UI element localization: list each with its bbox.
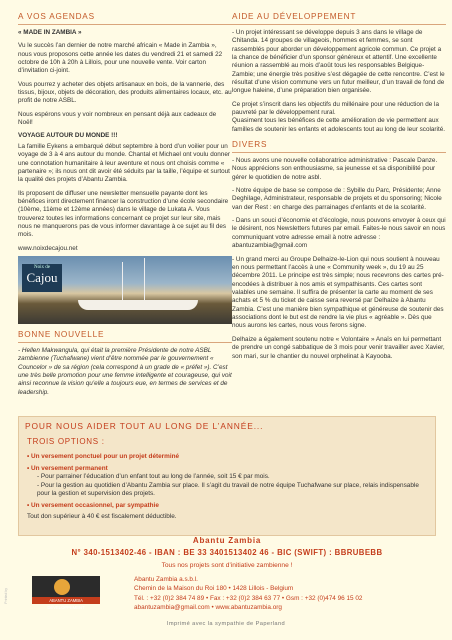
abantu-zambia-logo: ABANTU ZAMBIA DÉVELOPPEMENT (32, 576, 100, 604)
support-box (18, 416, 436, 536)
agenda-subtitle: « MADE IN ZAMBIA » (18, 28, 82, 36)
account-number: N° 340-1513402-46 - IBAN : BE 33 3401513402 46 - BIC (SWIFT) : BBRUBEBB (71, 548, 383, 557)
aide-paragraph-1: - Un projet intéressant se développe depuis 3 ans dans le village de Chitanda. 14 groupes de villageois, hommes et femmes, se sont rassemblés pour aborder un développement agricole commun. Ce projet a la chance de bénéficier d’un sponsor généreux et attentif. Une excellente réunion a rassemblé au mois d’août tous les responsables Belgique-Zambie; une énergie très positive s’est dégagée de cette rencontre. C’est le résultat d’une vision commune vers un futur meilleur, d’un travail de fond de longue haleine, d’une préparation bien organisée. (232, 28, 445, 95)
aide-paragraph-2: Ce projet s’inscrit dans les objectifs du millénaire pour une réduction de la pauvreté par le développement rural. (232, 100, 439, 117)
agenda-paragraph-2: Vous pourrez y acheter des objets artisanaux en bois, de la vannerie, des tissus, bijoux, objets de décoration, des produits alimentaires locaux, etc. au profit de notre ASBL. (18, 80, 232, 105)
options-title: TROIS OPTIONS : (27, 437, 105, 446)
noix-de-cajou-logo: Noix de Cajou (22, 264, 62, 292)
options-list (27, 450, 431, 522)
divers-paragraph-3: - Dans un souci d’économie et d’écologie, nous pouvons envoyer à ceux qui le désirent, nos Newsletters futures par email. Faites-le nous savoir en nous communiquant votre adresse email à notre adresse : abantuzambia@gmail.com (232, 217, 446, 250)
account-name: Abantu Zambia (192, 536, 262, 545)
section-title-aide: AIDE AU DÉVELOPPEMENT (232, 12, 446, 25)
agenda-paragraph-1: Vu le succès l’an dernier de notre marché africain « Made in Zambia », nous vous proposons cette année les dates du vendredi 21 et samedi 22 octobre de 10h à 20h à Lillois, pour une nouvelle vente. Voir carton d’invitation ci-joint. (18, 42, 223, 75)
voyage-paragraph-1: La famille Eykens a embarqué début septembre à bord d’un voilier pour un voyage de 3 à 4 ans autour du monde. Chantal et Michael ont voulu donner une connotation humanitaire à leur aventure et nous ont choisis comme « partenaire »; ils nous ont dit avoir été séduits par la taille, l’équipe et surtout la qualité des projets d’Abantu Zambia. (18, 142, 230, 184)
right-column (232, 12, 446, 366)
divers-paragraph-1: - Nous avons une nouvelle collaboratrice administrative : Pascale Danze. Nous apprécions son enthousiasme, sa jeunesse et sa disponibilité pour gérer le quotidien de notre asbl. (232, 156, 438, 181)
option-2-detail-a: - Pour parrainer l’éducation d’un enfant tout au long de l’année, soit 15 € par mois. (37, 473, 270, 481)
divers-paragraph-2: - Notre équipe de base se compose de : Sybille du Parc, Présidente; Anne Deghilage, Administrateur, responsable de projets et du sponsoring; Nicole van der Rest : en charge des parrainages d’enfants et de la scolarité. (232, 187, 442, 211)
side-note: Printed by (4, 588, 8, 604)
voyage-title: VOYAGE AUTOUR DU MONDE !!! (18, 132, 118, 140)
section-title-agenda: A VOS AGENDAS (18, 12, 232, 25)
address-line-3: Tél. : +32 (0)2 384 74 89 • Fax : +32 (0)2 384 63 77 • Gsm : +32 (0)474 96 15 02 (134, 594, 363, 602)
option-3: • Un versement occasionnel, par sympathie (27, 501, 159, 509)
section-title-bonne-nouvelle: BONNE NOUVELLE (18, 330, 232, 343)
option-2-detail-b: - Pour la gestion au quotidien d’Abantu Zambia sur place. Il s’agit du travail de notre équipe Tuchafwane sur place, relais indispensable pour la gestion et supervision des projets. (37, 481, 419, 498)
support-title: POUR NOUS AIDER TOUT AU LONG DE L’ANNÉE... (25, 421, 264, 431)
aide-paragraph-3: Quasiment tous les bénéfices de cette amélioration de vie permettent aux familles de soutenir les enfants et adolescents tout au long de leur scolarité. (232, 117, 445, 133)
address-line-1: Abantu Zambia a.s.b.l. (134, 576, 198, 583)
voyage-url[interactable]: www.noixdecajou.net (18, 244, 78, 252)
option-2: • Un versement permanent (27, 464, 108, 472)
account-thanks: Tous nos projets sont d’initiative zambienne ! (161, 562, 293, 569)
sailboat-photo (18, 256, 232, 324)
divers-paragraph-4: - Un grand merci au Groupe Delhaize-le-Lion qui nous soutient à nouveau en nous permettant l’accès à une « Community week », du 19 au 25 décembre 2011. Le principe est très simple; nous recevrons des cartes pré-encodées à distribuer à nos amis et sympathisants. Ces cartes sont valables une semaine. Il suffira de présenter la carte au moment de ses achats et 5 % du ticket de caisse sera reversé par Delhaize à Abantu Zambia. C’est une manière bien sympathique et généreuse de soutenir des associations dont le but est de rendre la vie plus « agréable ». Dès que nous aurons les cartes, nous vous ferons signe. (232, 255, 444, 330)
sailboat-shape (78, 300, 198, 310)
tax-note: Tout don supérieur à 40 € est fiscalement déductible. (27, 513, 177, 521)
address-block (134, 575, 434, 613)
section-title-divers: DIVERS (232, 140, 446, 153)
sun-icon (54, 579, 70, 595)
option-1: • Un versement ponctuel pour un projet déterminé (27, 453, 180, 460)
left-column (18, 12, 232, 402)
voyage-paragraph-2: Ils proposent de diffuser une newsletter mensuelle payante dont les bénéfices iront directement financer la construction d’une école secondaire (10ème, 11ème et 12ème années) dans le village de Lukata A. Vous trouverez toutes les informations concernant ce projet sur leur site, mais nous ne manquerons pas de vous informer davantage à ce sujet au fil des mois. (18, 189, 229, 239)
bank-account (18, 536, 436, 569)
bonne-nouvelle-paragraph: - Hellen Makwangula, qui était la première Présidente de notre ASBL zambienne (Tuchafwane) vient d’être nommée par le gouvernement « Councelor » de sa région (cela correspond à un grade de « préfet »). C’est une très belle promotion pour une femme intelligente et courageuse, qui voit ainsi reconnue la vision qu’elle a toujours eue, en termes de services et de leadership. (18, 346, 232, 396)
divers-paragraph-5: Delhaize a également soutenu notre « Volontaire » Anaïs en lui permettant de prendre un congé sabbatique de 3 mois pour venir travailler avec Xavier, son mari, sur le chantier du nouvel orphelinat à Kayooba. (232, 335, 445, 360)
agenda-paragraph-3: Nous espérons vous y voir nombreux en pensant déjà aux cadeaux de Noël! (18, 110, 217, 127)
printer-note: Imprimé avec la sympathie de Paperland (166, 621, 286, 627)
address-line-2: Chemin de la Maison du Roi 180 • 1428 Lillois - Belgium (134, 585, 294, 593)
address-line-4[interactable]: abantuzambia@gmail.com • www.abantuzambia.org (134, 604, 282, 612)
